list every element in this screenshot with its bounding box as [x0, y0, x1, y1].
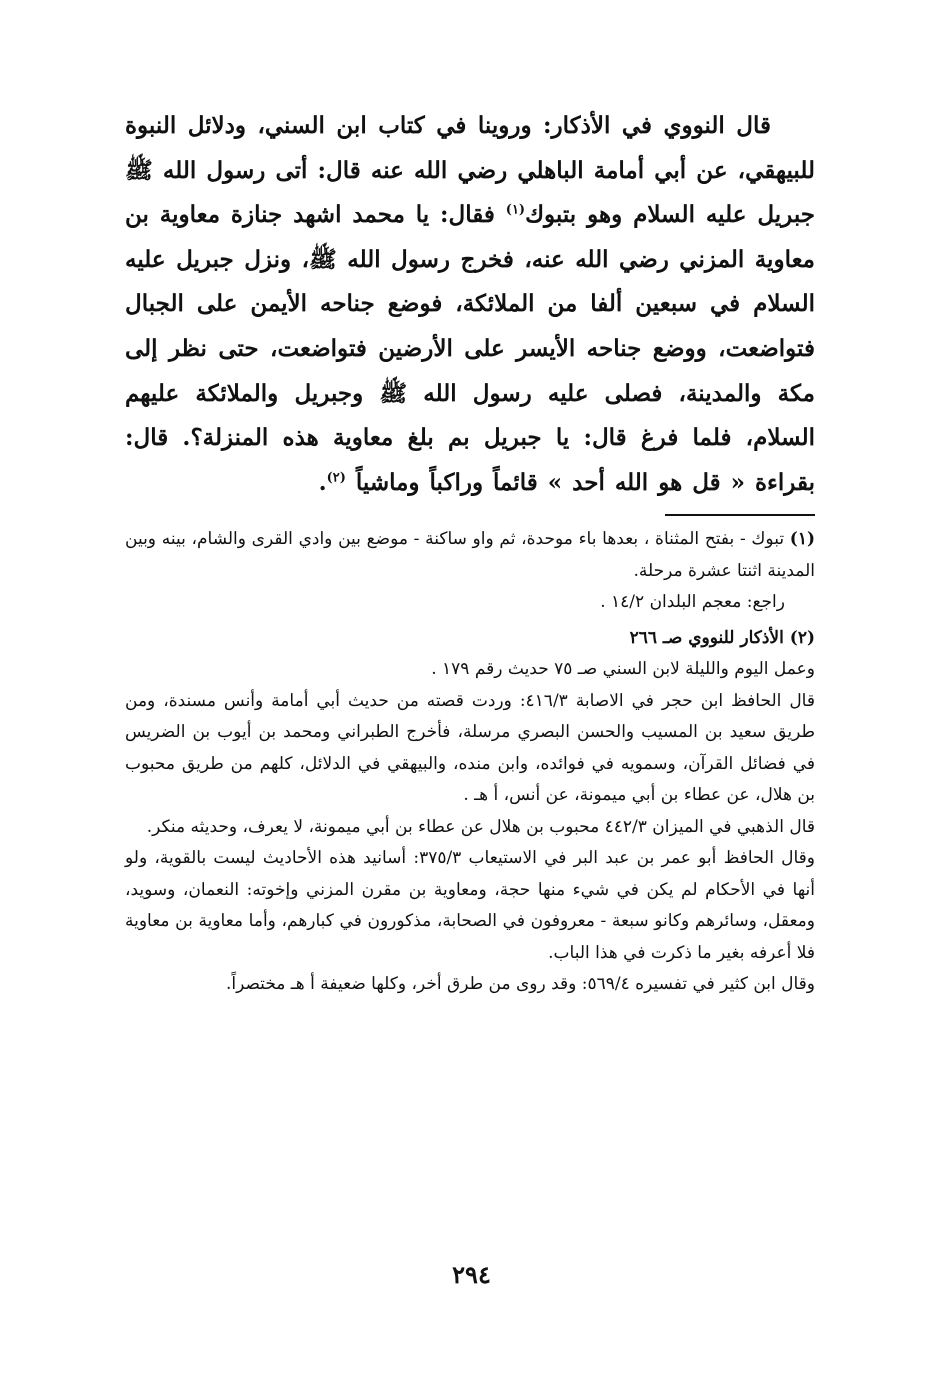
footnote-2-block-4: وقال الحافظ أبو عمر بن عبد البر في الاستيعاب ٣٧٥/٣: أسانيد هذه الأحاديث ليست بالقوية، ولو أنها في الأحكام لم يكن في شيء منها حجة، ومعاوية بن مقرن المزني وإخوته: النعمان، وسويد، ومعقل، وسائرهم وكانو سبعة - معروفون في الصحابة، مذكورون في كبارهم، وأما معاوية بن معاوية فلا أعرفه بغير ما ذكرت في هذا الباب.	[125, 848, 816, 963]
footnote-divider	[665, 514, 815, 516]
footnote-2-block-3: قال الذهبي في الميزان ٤٤٢/٣ محبوب بن هلال عن عطاء بن أبي ميمونة، لا يعرف، وحديثه منكر.	[146, 816, 815, 837]
main-text	[125, 104, 815, 505]
footnote-1-reference: راجع: معجم البلدان ١٤/٢ .	[600, 592, 785, 612]
footnote-marker-1: (١)	[505, 202, 526, 218]
footnote-2-block-1: وعمل اليوم والليلة لابن السني صـ ٧٥ حديث رقم ١٧٩ .	[431, 659, 815, 679]
main-paragraph-continuation: فقال: يا محمد اشهد جنازة معاوية بن معاوية المزني رضي الله عنه، فخرج رسول الله ﷺ، ونزل جبريل عليه السلام في سبعين ألفا من الملائكة، فوضع جناحه الأيمن على الجبال فتواضعت، ووضع جناحه الأيسر على الأرضين فتواضعت، حتى نظر إلى مكة والمدينة، فصلى عليه رسول الله ﷺ وجبريل والملائكة عليهم السلام، فلما فرغ قال: يا جبريل بم بلغ معاوية هذه المنزلة؟. قال: بقراءة « قل هو الله أحد » قائماً وراكباً وماشياً	[125, 201, 815, 496]
main-paragraph-start: قال النووي في الأذكار: وروينا في كتاب ابن السني، ودلائل النبوة للبيهقي، عن أبي أمامة الباهلي رضي الله عنه قال: أتى رسول الله ﷺ جبريل عليه السلام وهو بتبوك	[125, 112, 815, 229]
footnote-2-title: الأذكار للنووي صـ ٢٦٦	[629, 627, 790, 648]
footnote-2	[125, 623, 815, 1001]
footnote-1-number: (١)	[789, 529, 815, 549]
footnote-2-block-2: قال الحافظ ابن حجر في الاصابة ٤١٦/٣: وردت قصته من حديث أبي أمامة وأنس مسندة، ومن طريق سعيد بن المسيب والحسن البصري مرسلة، فأخرج الطبراني ومحمد بن أيوب بن الضريس في فضائل القرآن، وسمويه في فوائده، وابن منده، والبيهقي في الدلائل، كلهم من طريق محبوب بن هلال، عن عطاء بن أبي ميمونة، عن أنس، أ هـ .	[125, 690, 816, 805]
footnote-2-number: (٢)	[789, 627, 815, 648]
footnote-1-text: تبوك - بفتح المثناة ، بعدها باء موحدة، ثم واو ساكنة - موضع بين وادي القرى والشام، بينه وبين المدينة اثنتا عشرة مرحلة.	[125, 529, 815, 581]
main-paragraph	[125, 104, 815, 505]
footnote-2-block-5: وقال ابن كثير في تفسيره ٥٦٩/٤: وقد روى من طرق أخر، وكلها ضعيفة أ هـ مختصراً.	[225, 974, 815, 994]
page-number: ٢٩٤	[452, 1260, 491, 1289]
footnote-marker-2: (٢)	[326, 470, 346, 486]
footnotes	[125, 524, 815, 1001]
footnote-1	[125, 524, 815, 619]
main-paragraph-end: .	[318, 468, 327, 496]
